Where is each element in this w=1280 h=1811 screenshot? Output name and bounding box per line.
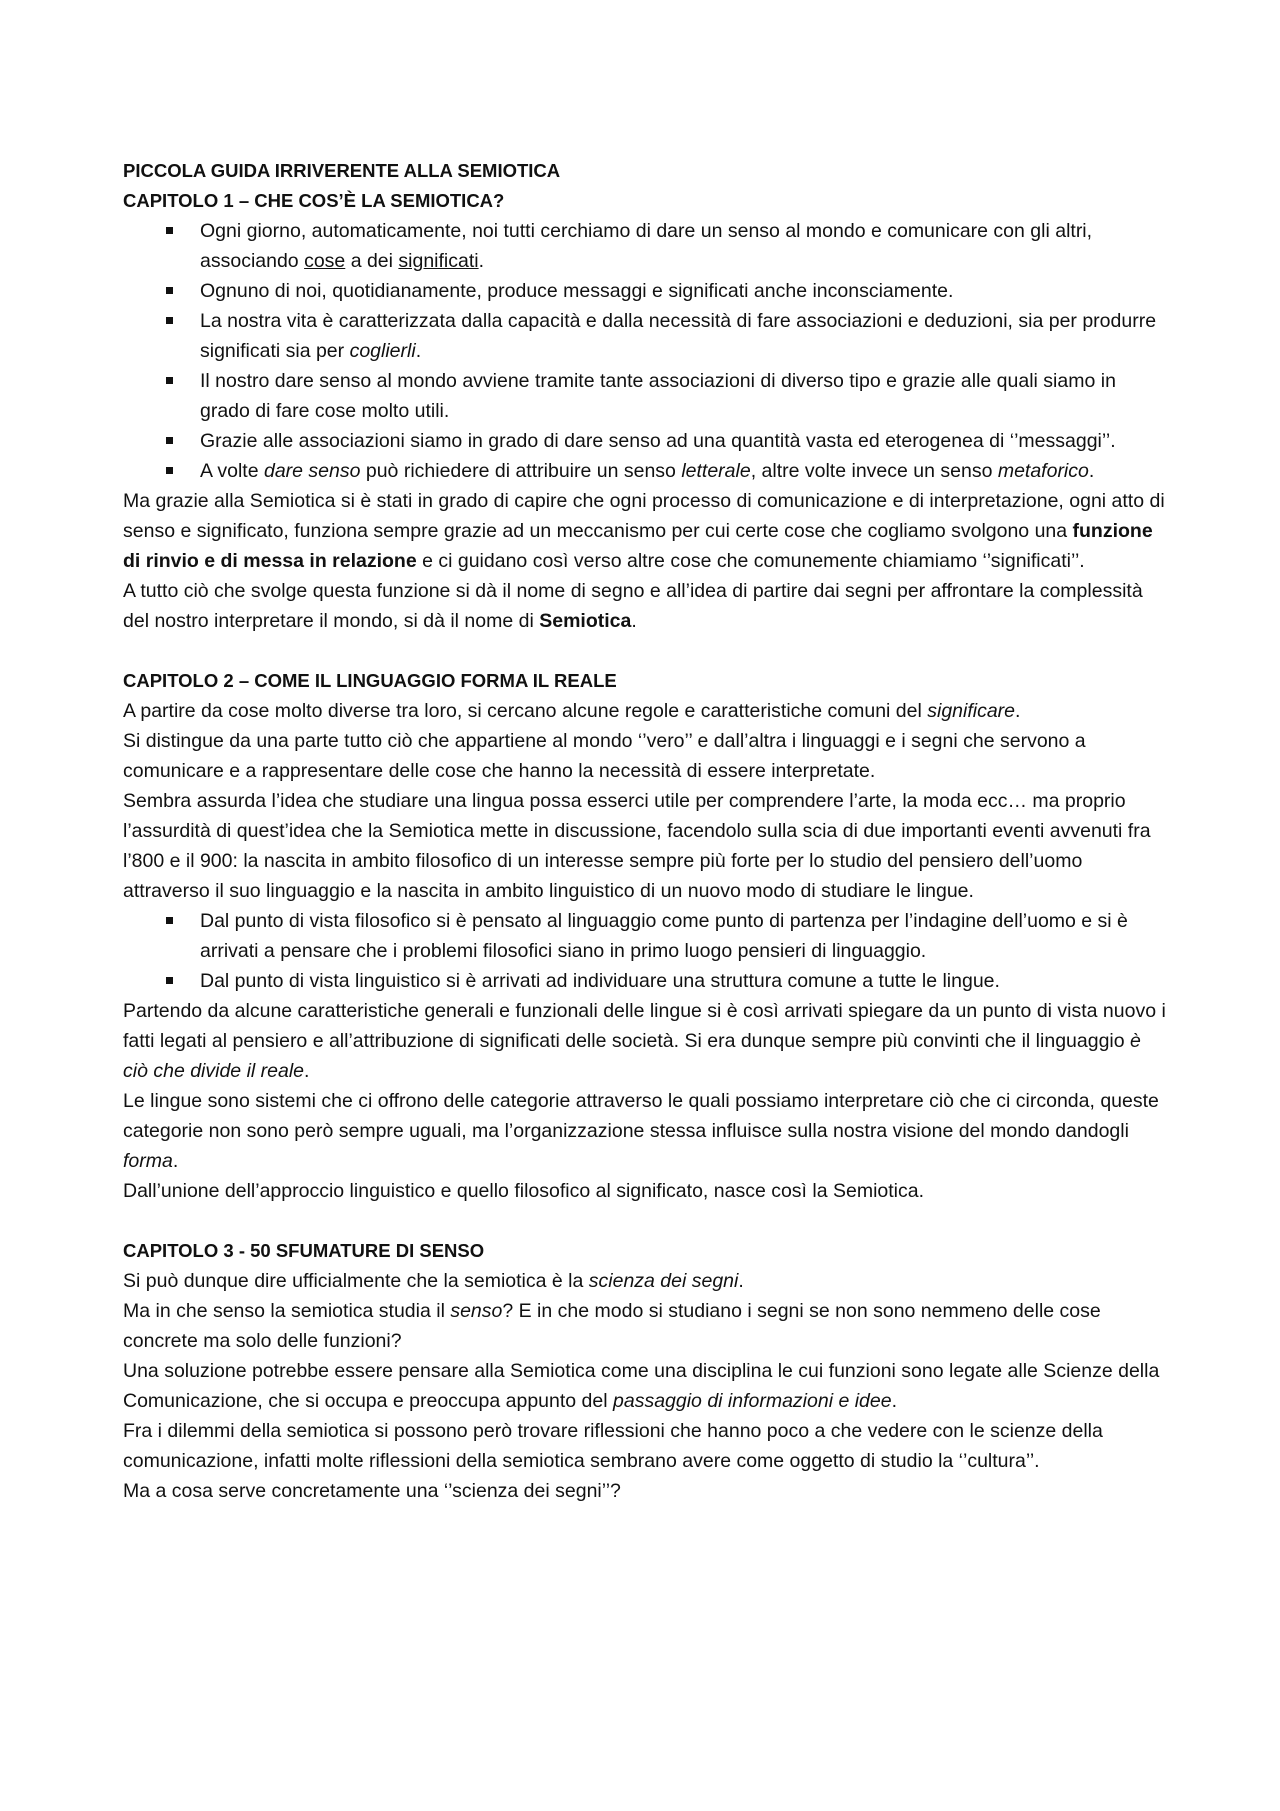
section-spacer [123, 1206, 1170, 1236]
italic-word-forma: forma [123, 1150, 173, 1172]
bullet-text: . [1088, 460, 1095, 482]
italic-word-metaforico: metaforico [997, 460, 1089, 482]
chapter-2-paragraph-6: Dall’unione dell’approccio linguistico e quello filosofico al significato, nasce così la Semiotica. [123, 1180, 925, 1202]
paragraph-text: . [304, 1060, 310, 1082]
italic-phrase-passaggio-informazioni: passaggio di informazioni e idee [613, 1390, 892, 1412]
chapter-3 [123, 1236, 1170, 1506]
italic-phrase-scienza-dei-segni: scienza dei segni [588, 1270, 739, 1292]
bullet-text: A volte [200, 460, 264, 482]
underlined-word-cose: cose [304, 250, 346, 272]
chapter-1-bullet-1 [200, 216, 1170, 276]
bold-phrase-funzione-di-rinvio: funzione di rinvio e di messa in relazione [123, 520, 1153, 572]
chapter-1-bullet-list [123, 216, 1170, 486]
paragraph-text: Le lingue sono sistemi che ci offrono delle categorie attraverso le quali possiamo interpretare ciò che ci circonda, queste categorie non sono però sempre uguali, ma l’organizzazione stessa influisce sulla nostra visione del mondo dandogli [123, 1090, 1159, 1142]
chapter-2-bullet-list [123, 906, 1170, 996]
paragraph-text: ? E in che modo si studiano i segni se non sono nemmeno delle cose concrete ma solo delle funzioni? [123, 1300, 1101, 1352]
section-spacer [123, 636, 1170, 666]
chapter-2-paragraph-3: Sembra assurda l’idea che studiare una lingua possa esserci utile per comprendere l’arte, la moda ecc… ma proprio l’assurdità di quest’idea che la Semiotica mette in discussione, facendolo sulla scia di due importanti eventi avvenuti fra l’800 e il 900: la nascita in ambito filosofico di un interesse sempre più forte per lo studio del pensiero dell’uomo attraverso il suo linguaggio e la nascita in ambito linguistico di un nuovo modo di studiare le lingue. [123, 790, 1151, 902]
chapter-1-paragraph-1 [123, 486, 1170, 576]
chapter-2-paragraph-1 [123, 696, 1170, 726]
italic-word-significare: significare [927, 700, 1016, 722]
bullet-text: La nostra vita è caratterizzata dalla capacità e dalla necessità di fare associazioni e deduzioni, sia per produrre significati sia per [200, 310, 1157, 362]
bullet-text: può richiedere di attribuire un senso [360, 460, 682, 482]
chapter-3-paragraph-2 [123, 1296, 1170, 1356]
paragraph-text: A tutto ciò che svolge questa funzione si dà il nome di segno e all’idea di partire dai segni per affrontare la complessità del nostro interpretare il mondo, si dà il nome di [123, 580, 1143, 632]
chapter-2-heading: CAPITOLO 2 – COME IL LINGUAGGIO FORMA IL REALE [123, 670, 617, 691]
chapter-3-heading: CAPITOLO 3 - 50 SFUMATURE DI SENSO [123, 1240, 485, 1261]
chapter-2-paragraph-5 [123, 1086, 1170, 1176]
chapter-3-paragraph-1 [123, 1266, 1170, 1296]
chapter-3-paragraph-3 [123, 1356, 1170, 1416]
paragraph-text: e ci guidano così verso altre cose che comunemente chiamiamo ‘’significati’’. [416, 550, 1085, 572]
paragraph-text: Si può dunque dire ufficialmente che la semiotica è la [123, 1270, 589, 1292]
bullet-text: . [415, 340, 422, 362]
chapter-3-paragraph-5: Ma a cosa serve concretamente una ‘’scienza dei segni’’? [123, 1480, 621, 1502]
bold-word-semiotica: Semiotica [539, 610, 632, 632]
paragraph-text: . [1015, 700, 1021, 722]
document-title: PICCOLA GUIDA IRRIVERENTE ALLA SEMIOTICA [123, 160, 561, 181]
chapter-1-bullet-5: Grazie alle associazioni siamo in grado di dare senso ad una quantità vasta ed eterogenea di ‘’messaggi’’. [200, 426, 1170, 456]
paragraph-text: Partendo da alcune caratteristiche generali e funzionali delle lingue si è così arrivati spiegare da un punto di vista nuovo i fatti legati al pensiero e all’attribuzione di significati delle società. Si era dunque sempre più convinti che il linguaggio [123, 1000, 1166, 1052]
paragraph-text: . [738, 1270, 744, 1292]
chapter-1-bullet-3 [200, 306, 1170, 366]
chapter-1 [123, 186, 1170, 636]
chapter-2 [123, 666, 1170, 1206]
chapter-1-bullet-2: Ognuno di noi, quotidianamente, produce messaggi e significati anche inconsciamente. [200, 276, 1170, 306]
italic-word-coglierli: coglierli [349, 340, 416, 362]
italic-phrase-divide-il-reale: è ciò che divide il reale [123, 1030, 1141, 1082]
italic-word-senso: senso [450, 1300, 503, 1322]
chapter-2-paragraph-4 [123, 996, 1170, 1086]
chapter-1-paragraph-2 [123, 576, 1170, 636]
italic-word-letterale: letterale [681, 460, 751, 482]
bullet-text: Ogni giorno, automaticamente, noi tutti cerchiamo di dare un senso al mondo e comunicare con gli altri, associando [200, 220, 1093, 272]
paragraph-text: Ma in che senso la semiotica studia il [123, 1300, 451, 1322]
paragraph-text: . [891, 1390, 898, 1412]
bullet-text: a dei [345, 250, 399, 272]
paragraph-text: Ma grazie alla Semiotica si è stati in grado di capire che ogni processo di comunicazione e di interpretazione, ogni atto di senso e significato, funziona sempre grazie ad un meccanismo per cui certe cose che cogliamo svolgono una [123, 490, 1165, 542]
chapter-1-heading: CAPITOLO 1 – CHE COS’È LA SEMIOTICA? [123, 190, 505, 211]
italic-phrase-dare-senso: dare senso [263, 460, 361, 482]
underlined-word-significati: significati [398, 250, 479, 272]
paragraph-text: . [172, 1150, 179, 1172]
chapter-1-bullet-4: Il nostro dare senso al mondo avviene tramite tante associazioni di diverso tipo e grazie alle quali siamo in grado di fare cose molto utili. [200, 366, 1170, 426]
chapter-3-paragraph-4: Fra i dilemmi della semiotica si possono però trovare riflessioni che hanno poco a che vedere con le scienze della comunicazione, infatti molte riflessioni della semiotica sembrano avere come oggetto di studio la ‘’cultura’’. [123, 1420, 1103, 1472]
bullet-text: . [478, 250, 485, 272]
bullet-text: , altre volte invece un senso [750, 460, 998, 482]
paragraph-text: Una soluzione potrebbe essere pensare alla Semiotica come una disciplina le cui funzioni sono legate alle Scienze della Comunicazione, che si occupa e preoccupa appunto del [123, 1360, 1160, 1412]
chapter-1-bullet-6 [200, 456, 1170, 486]
chapter-2-paragraph-2: Si distingue da una parte tutto ciò che appartiene al mondo ‘’vero’’ e dall’altra i linguaggi e i segni che servono a comunicare e a rappresentare delle cose che hanno la necessità di essere interpretate. [123, 730, 1086, 782]
paragraph-text: A partire da cose molto diverse tra loro, si cercano alcune regole e caratteristiche comuni del [123, 700, 928, 722]
chapter-2-bullet-1: Dal punto di vista filosofico si è pensato al linguaggio come punto di partenza per l’indagine dell’uomo e si è arrivati a pensare che i problemi filosofici siano in primo luogo pensieri di linguaggio. [200, 906, 1170, 966]
chapter-2-bullet-2: Dal punto di vista linguistico si è arrivati ad individuare una struttura comune a tutte le lingue. [200, 966, 1170, 996]
paragraph-text: . [631, 610, 637, 632]
